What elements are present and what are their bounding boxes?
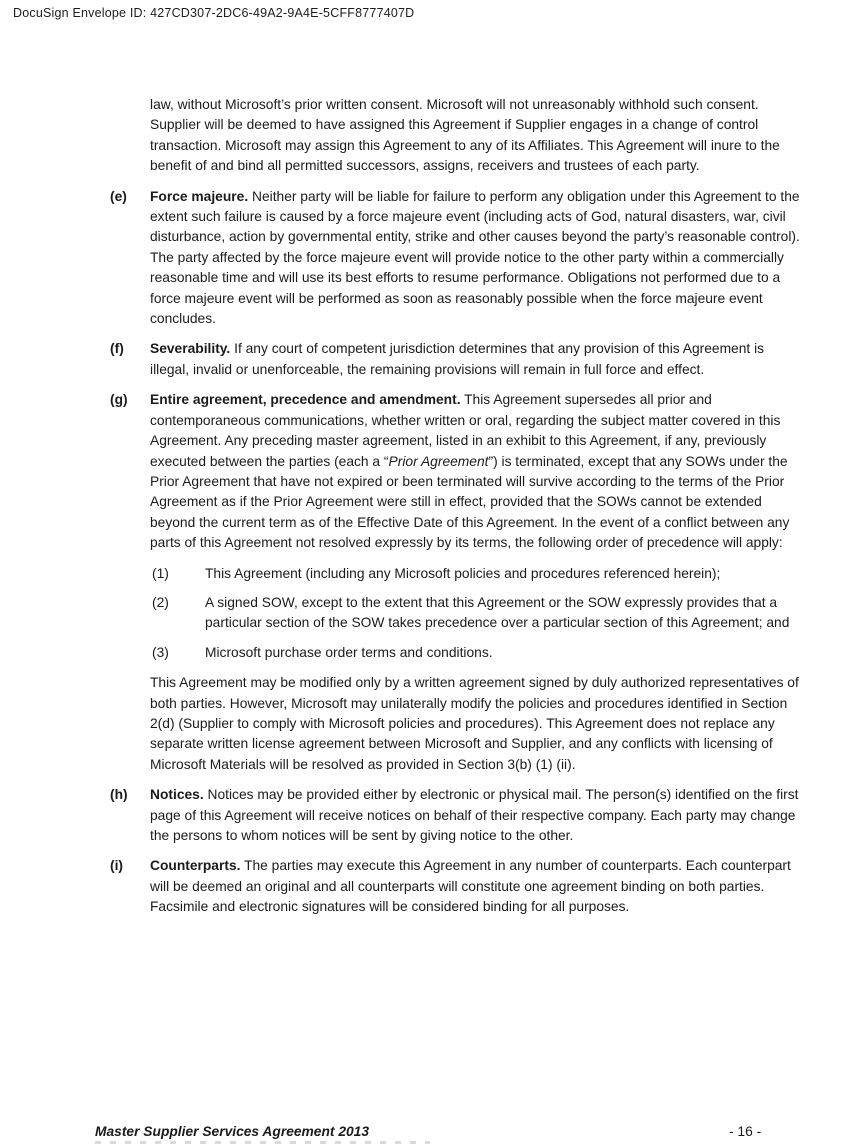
section-f-severability <box>110 339 810 380</box>
list-item-number: (2) <box>152 594 169 610</box>
section-text <box>150 785 806 846</box>
docusign-envelope-id: DocuSign Envelope ID: 427CD307-2DC6-49A2-9A4E-5CFF8777407D <box>13 6 415 20</box>
list-item-number: (3) <box>152 644 169 660</box>
section-body-text: Notices may be provided either by electronic or physical mail. The person(s) identified on the first page of this Agreement will receive notices on behalf of their respective company. Each party may change the persons to whom notices will be sent by giving notice to the other. <box>150 787 799 843</box>
section-h-notices <box>110 785 810 846</box>
section-heading: Force majeure. <box>150 188 249 204</box>
section-heading: Counterparts. <box>150 858 241 874</box>
section-text <box>150 187 806 330</box>
list-item <box>152 564 810 584</box>
list-item <box>152 593 810 634</box>
cropped-next-line-artifact <box>95 1141 430 1144</box>
section-body-text: If any court of competent jurisdiction determines that any provision of this Agreement is illegal, invalid or unenforceable, the remaining provisions will remain in full force and effect. <box>150 341 765 377</box>
section-label: (e) <box>110 188 127 204</box>
list-item <box>152 643 810 663</box>
section-body-text: The parties may execute this Agreement in any number of counterparts. Each counterpart will be deemed an original and all counterparts will constitute one agreement binding on both parties. Facsimile and electronic signatures will be considered binding for all purposes. <box>150 858 791 915</box>
section-body-text: ”) is terminated, except that any SOWs under the Prior Agreement that have not expired or been terminated will survive according to the terms of the Prior Agreement as if the Prior Agreement were still in effect, provided that the SOWs cannot be extended beyond the current term as of the Effective Date of this Agreement. In the event of a conflict between any parts of this Agreement not resolved expressly by its terms, the following order of precedence will apply: <box>150 453 790 551</box>
section-g-entire-agreement <box>110 390 810 553</box>
section-text <box>150 856 806 917</box>
footer-document-title: Master Supplier Services Agreement 2013 <box>95 1124 370 1139</box>
list-item-number: (1) <box>152 565 169 581</box>
list-item-text: Microsoft purchase order terms and conditions. <box>205 644 493 660</box>
section-label: (f) <box>110 341 124 357</box>
section-text <box>150 390 806 553</box>
section-heading: Entire agreement, precedence and amendment. <box>150 392 461 408</box>
section-i-counterparts <box>110 856 810 917</box>
section-body-text: This Agreement supersedes all prior and contemporaneous communications, whether written or oral, regarding the subject matter covered in this Agreement. Any preceding master agreement, listed in an exhibit to this Agreement, if any, previously executed between the parties (each a “ <box>150 392 781 469</box>
amendment-paragraph: This Agreement may be modified only by a written agreement signed by duly authorized representatives of both parties. However, Microsoft may unilaterally modify the policies and procedures identified in Section 2(d) (Supplier to comply with Microsoft policies and procedures). This Agreement does not replace any separate written license agreement between Microsoft and Supplier, and any conflicts with licensing of Microsoft Materials will be resolved as provided in Section 3(b) (1) (ii). <box>150 675 799 772</box>
document-body <box>110 95 810 928</box>
section-heading: Notices. <box>150 787 204 803</box>
continuation-paragraph: law, without Microsoft’s prior written consent. Microsoft will not unreasonably withhold such consent. Supplier will be deemed to have assigned this Agreement if Supplier engages in a change of control transaction. Microsoft may assign this Agreement to any of its Affiliates. This Agreement will inure to the benefit of and bind all permitted successors, assigns, receivers and trustees of each party. <box>150 97 780 174</box>
section-text <box>150 339 806 380</box>
section-e-force-majeure <box>110 187 810 330</box>
section-label: (h) <box>110 787 128 803</box>
section-label: (i) <box>110 858 124 874</box>
section-body-text: Neither party will be liable for failure to perform any obligation under this Agreement to the extent such failure is caused by a force majeure event (including acts of God, natural disasters, war, civil disturbance, action by governmental entity, strike and other causes beyond the party’s reasonable control). The party affected by the force majeure event will provide notice to the other party within a commercially reasonable time and will use its best efforts to resume performance. Obligations not performed due to a force majeure event will be performed as soon as reasonably possible when the force majeure event concludes. <box>150 188 800 327</box>
prior-agreement-defined-term: Prior Agreement <box>388 453 489 469</box>
section-label: (g) <box>110 392 128 408</box>
list-item-text: A signed SOW, except to the extent that this Agreement or the SOW expressly provides that a particular section of the SOW takes precedence over a particular section of this Agreement; and <box>205 594 790 631</box>
list-item-text: This Agreement (including any Microsoft policies and procedures referenced herein); <box>205 565 721 581</box>
footer-page-number: - 16 - <box>729 1124 762 1139</box>
section-heading: Severability. <box>150 341 231 357</box>
precedence-order-list <box>152 564 810 664</box>
